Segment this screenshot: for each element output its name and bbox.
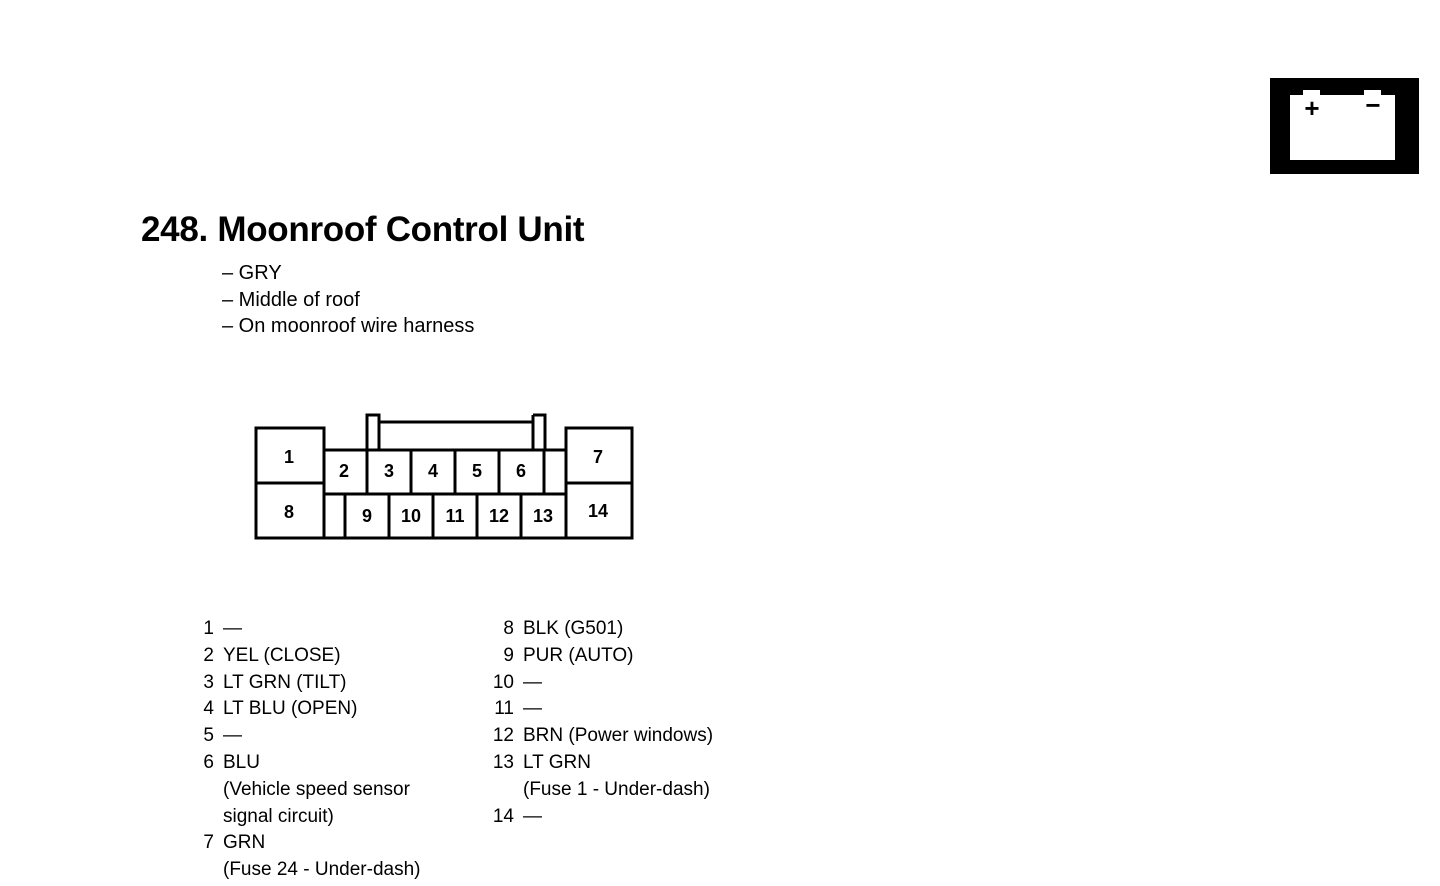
pin-description-line: PUR (AUTO) <box>523 644 634 666</box>
pin-row <box>190 696 420 723</box>
pin-row <box>488 696 713 723</box>
pin-description-line: LT GRN <box>523 751 591 773</box>
pin-row <box>488 670 713 697</box>
pin-row <box>190 616 420 643</box>
pin-description-line: LT BLU (OPEN) <box>223 698 358 720</box>
detail-location: – Middle of roof <box>222 288 360 311</box>
cavity-8-label: 8 <box>283 502 295 522</box>
cavity-12-label: 12 <box>488 506 510 526</box>
cavity-10-label: 10 <box>400 506 422 526</box>
pin-row <box>190 670 420 697</box>
pin-row <box>488 616 713 643</box>
pin-description-line: BRN (Power windows) <box>523 725 714 747</box>
pin-description <box>523 670 542 697</box>
pin-number: 14 <box>492 805 514 827</box>
pin-description <box>523 750 710 804</box>
pin-row <box>190 830 420 884</box>
pin-description <box>523 804 542 831</box>
pin-number: 7 <box>203 832 214 854</box>
pin-description-line: (Fuse 1 - Under-dash) <box>523 778 710 800</box>
pin-row <box>488 723 713 750</box>
pin-description <box>523 643 633 670</box>
pin-description-line: — <box>523 805 542 827</box>
pin-description <box>223 643 341 670</box>
pin-number: 4 <box>203 698 214 720</box>
pin-number: 11 <box>494 698 514 720</box>
pin-number: 3 <box>203 671 214 693</box>
detail-harness: – On moonroof wire harness <box>222 315 475 337</box>
pin-number: 5 <box>203 725 214 747</box>
pin-description-line: — <box>223 618 242 639</box>
pin-description <box>523 696 542 723</box>
pin-number: 9 <box>503 644 514 666</box>
battery-minus-label: − <box>1365 90 1381 120</box>
pin-description-line: — <box>523 698 542 720</box>
pin-number: 8 <box>503 618 514 639</box>
pin-number: 13 <box>492 751 514 773</box>
pin-description <box>223 830 420 884</box>
connector-details <box>222 260 474 340</box>
pin-description-line: BLK (G501) <box>523 618 624 639</box>
pin-description-line: LT GRN (TILT) <box>223 671 347 693</box>
pin-number: 2 <box>203 644 214 666</box>
pin-list-right <box>488 616 713 830</box>
pin-description <box>223 616 242 643</box>
pin-description <box>523 723 713 750</box>
pin-row <box>190 643 420 670</box>
pin-description <box>223 750 410 830</box>
cavity-2-label: 2 <box>338 461 350 481</box>
battery-plus-label: + <box>1304 93 1320 123</box>
cavity-5-label: 5 <box>471 461 483 481</box>
pin-description <box>223 723 242 750</box>
cavity-14-label: 14 <box>587 501 609 521</box>
pin-row <box>488 804 713 831</box>
pin-description-line: (Vehicle speed sensor <box>223 778 410 800</box>
cavity-11-label: 11 <box>445 506 465 526</box>
cavity-13-label: 13 <box>532 506 554 526</box>
pin-description-line: BLU <box>223 751 260 773</box>
pin-description <box>223 696 357 723</box>
cavity-9-label: 9 <box>361 506 373 526</box>
pin-description-line: (Fuse 24 - Under-dash) <box>223 859 421 881</box>
page-title: 248. Moonroof Control Unit <box>141 210 585 249</box>
cavity-1-label: 1 <box>283 447 295 467</box>
pin-number: 12 <box>492 725 514 747</box>
cavity-7-label: 7 <box>592 447 604 467</box>
pin-list-left <box>190 616 420 884</box>
pin-number: 1 <box>203 618 214 639</box>
cavity-3-label: 3 <box>383 461 395 481</box>
pin-description <box>223 670 347 697</box>
cavity-4-label: 4 <box>427 461 439 481</box>
pin-number: 10 <box>492 671 514 693</box>
pin-description-line: YEL (CLOSE) <box>223 644 341 666</box>
connector-latch <box>367 415 545 450</box>
pin-row <box>190 723 420 750</box>
cavity-6-label: 6 <box>515 461 527 481</box>
pin-row <box>488 643 713 670</box>
pin-number: 6 <box>203 751 214 773</box>
pin-row <box>488 750 713 804</box>
pin-description-line: — <box>523 671 542 693</box>
pin-description <box>523 616 623 643</box>
connector-diagram <box>250 410 642 546</box>
pin-description-line: GRN <box>223 832 266 854</box>
battery-icon <box>1270 78 1419 174</box>
pin-description-line: — <box>223 725 242 747</box>
detail-color: – GRY <box>222 262 282 284</box>
pin-description-line: signal circuit) <box>223 805 334 827</box>
pin-row <box>190 750 420 830</box>
